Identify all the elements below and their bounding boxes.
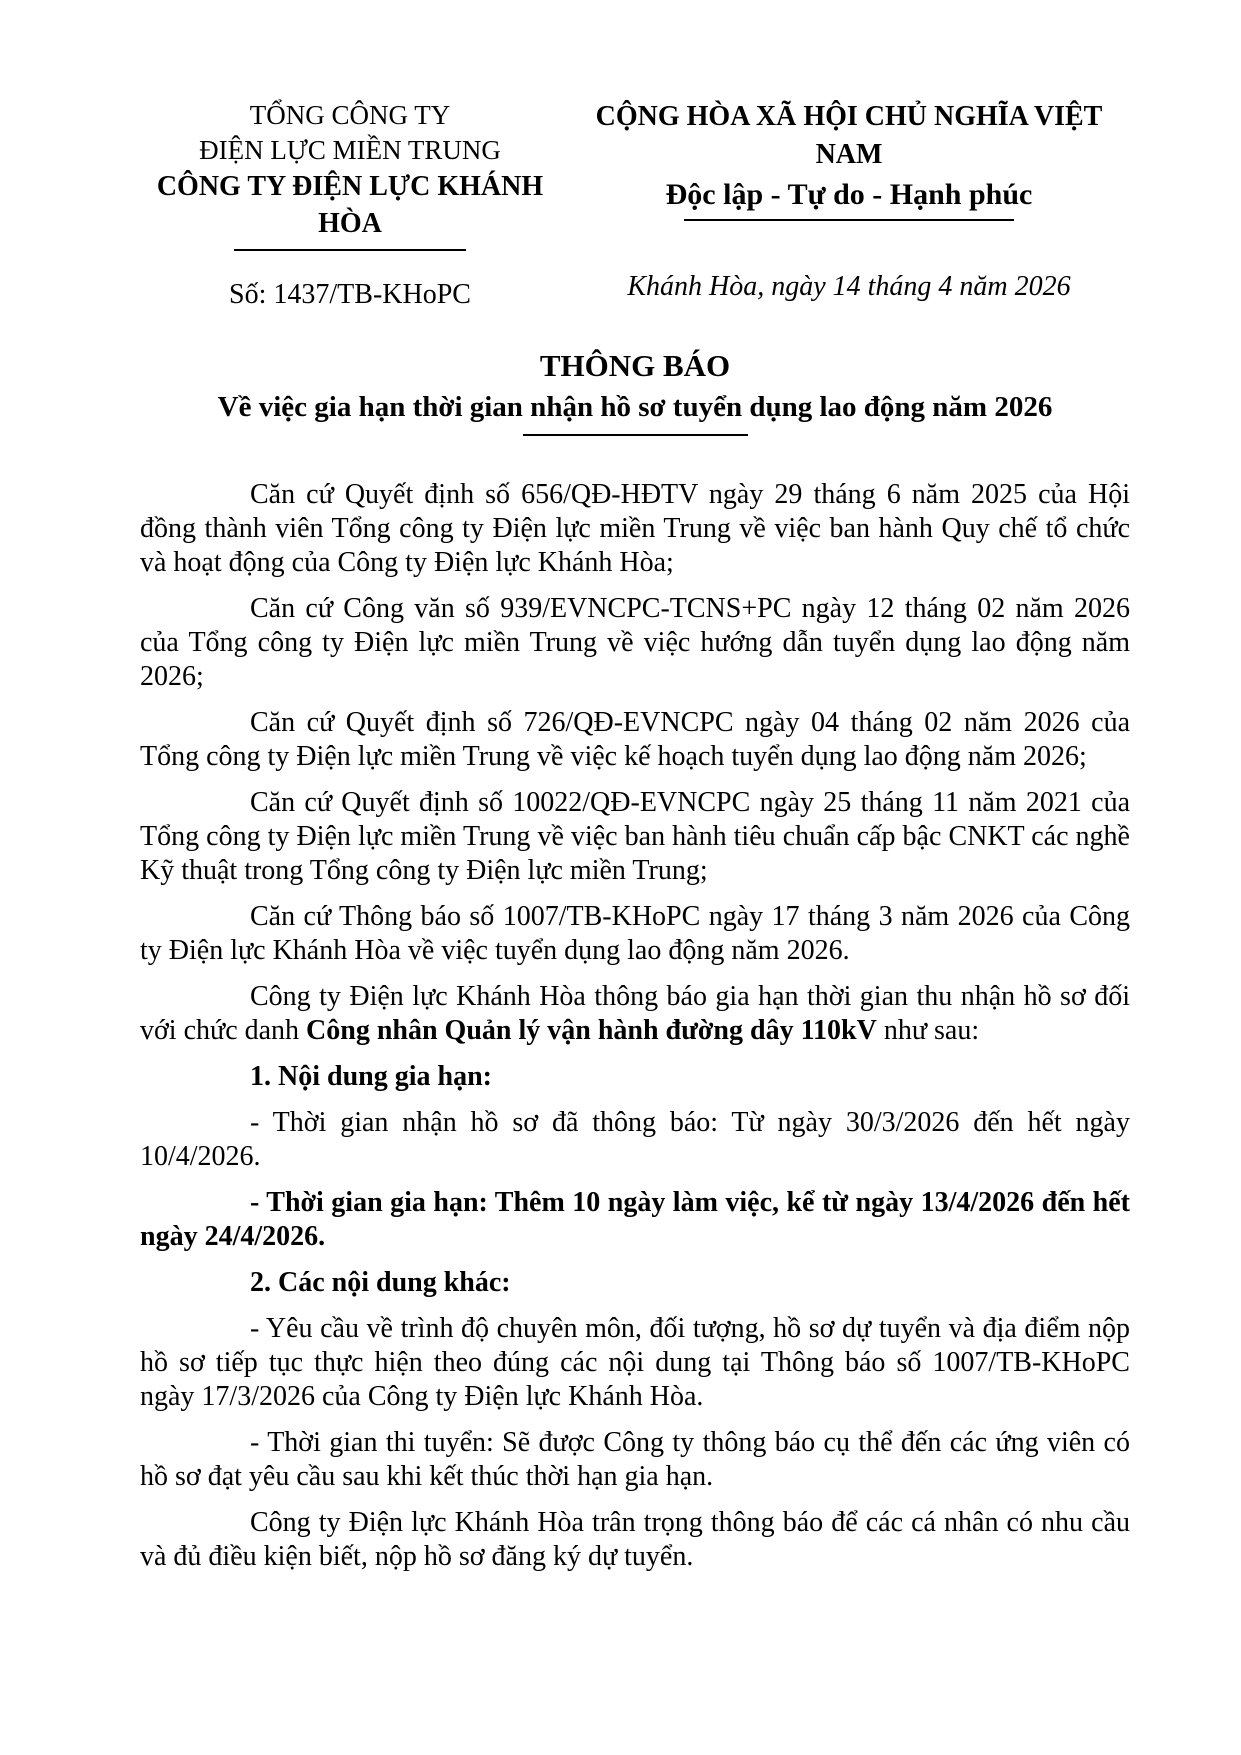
title-rule [523, 434, 748, 436]
document-title: THÔNG BÁO [539, 348, 731, 383]
paragraph-basis-4: Căn cứ Quyết định số 10022/QĐ-EVNCPC ngày 25 tháng 11 năm 2021 của Tổng công ty Điện lực miền Trung về việc ban hành tiêu chuẩn cấp bậc CNKT các nghề Kỹ thuật trong Tổng công ty Điện lực miền Trung; [140, 787, 1130, 886]
paragraph-closing: Công ty Điện lực Khánh Hòa trân trọng thông báo để các cá nhân có nhu cầu và đủ điều kiện biết, nộp hồ sơ đăng ký dự tuyển. [140, 1507, 1130, 1572]
document-content [140, 98, 1130, 1586]
national-motto: Độc lập - Tự do - Hạnh phúc [665, 178, 1033, 211]
company-name: CÔNG TY ĐIỆN LỰC KHÁNH HÒA [156, 171, 544, 239]
paragraph-basis-2: Căn cứ Công văn số 939/EVNCPC-TCNS+PC ngày 12 tháng 02 năm 2026 của Tổng công ty Điện lực miền Trung về việc hướng dẫn tuyển dụng lao động năm 2026; [140, 593, 1130, 692]
company-name-rule [234, 249, 466, 251]
document-header [140, 98, 1130, 312]
paragraph-extension-period: - Thời gian gia hạn: Thêm 10 ngày làm việc, kể từ ngày 13/4/2026 đến hết ngày 24/4/2026. [140, 1187, 1130, 1252]
paragraph-announcement [140, 980, 1130, 1048]
document-subtitle: Về việc gia hạn thời gian nhận hồ sơ tuyển dụng lao động năm 2026 [217, 391, 1053, 423]
section-heading-1: 1. Nội dung gia hạn: [250, 1061, 492, 1092]
section-heading-2: 2. Các nội dung khác: [250, 1267, 511, 1298]
document-body [140, 478, 1130, 1574]
document-number: Số: 1437/TB-KHoPC [229, 279, 471, 310]
national-header-block [568, 98, 1130, 312]
announcement-text-pre: Công ty Điện lực Khánh Hòa thông báo gia hạn thời gian thu nhận hồ sơ đối với chức danh [140, 981, 1130, 1046]
paragraph-basis-3: Căn cứ Quyết định số 726/QĐ-EVNCPC ngày 04 tháng 02 năm 2026 của Tổng công ty Điện lực miền Trung về việc kế hoạch tuyển dụng lao động năm 2026; [140, 707, 1130, 772]
paragraph-announced-period: - Thời gian nhận hồ sơ đã thông báo: Từ ngày 30/3/2026 đến hết ngày 10/4/2026. [140, 1107, 1130, 1172]
paragraph-requirements: - Yêu cầu về trình độ chuyên môn, đối tượng, hồ sơ dự tuyển và địa điểm nộp hồ sơ tiếp tục thực hiện theo đúng các nội dung tại Thông báo số 1007/TB-KHoPC ngày 17/3/2026 của Công ty Điện lực Khánh Hòa. [140, 1313, 1130, 1412]
parent-org-line-1: TỔNG CÔNG TY [249, 100, 451, 130]
title-block [140, 346, 1130, 436]
country-title: CỘNG HÒA XÃ HỘI CHỦ NGHĨA VIỆT NAM [595, 101, 1103, 170]
announcement-text-post: như sau: [876, 1015, 980, 1046]
parent-org-line-2: ĐIỆN LỰC MIỀN TRUNG [199, 135, 501, 165]
motto-rule [684, 219, 1014, 221]
paragraph-exam-time: - Thời gian thi tuyển: Sẽ được Công ty thông báo cụ thể đến các ứng viên có hồ sơ đạt yêu cầu sau khi kết thúc thời hạn gia hạn. [140, 1427, 1130, 1492]
paragraph-basis-5: Căn cứ Thông báo số 1007/TB-KHoPC ngày 17 tháng 3 năm 2026 của Công ty Điện lực Khánh Hòa về việc tuyển dụng lao động năm 2026. [140, 901, 1130, 966]
place-date-line: Khánh Hòa, ngày 14 tháng 4 năm 2026 [627, 271, 1071, 302]
job-title-highlight: Công nhân Quản lý vận hành đường dây 110kV [306, 1015, 877, 1046]
issuing-org-block [140, 98, 560, 312]
paragraph-basis-1: Căn cứ Quyết định số 656/QĐ-HĐTV ngày 29 tháng 6 năm 2025 của Hội đồng thành viên Tổng công ty Điện lực miền Trung về việc ban hành Quy chế tổ chức và hoạt động của Công ty Điện lực Khánh Hòa; [140, 479, 1130, 578]
